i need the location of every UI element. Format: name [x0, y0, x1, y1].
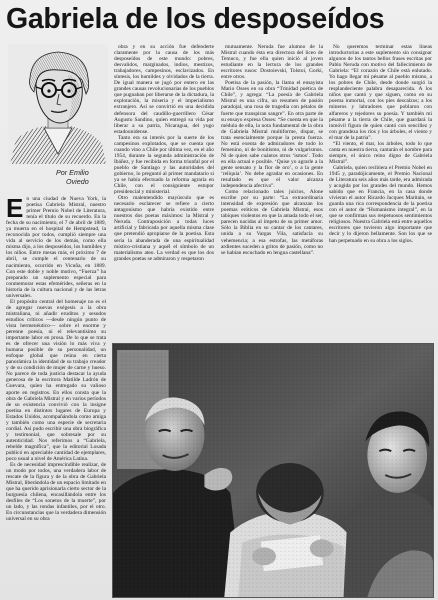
article-column-1	[6, 196, 106, 599]
author-portrait	[8, 44, 108, 164]
column-2-paragraph: Tanto era su interés por la suerte de los campesinos explotados, que se cuenta que cuando vino a Chile por última vez, en el año 1954, durante la segunda administración de Ibáñez, y fue recibida en forma triunfal por el pueblo de Santiago y las autoridades del gobierno, lo preguntó al primer mandatario si ya se había efectuado la reforma agraria en Chile, con el consiguiente estupor presidencial y ministerial.	[114, 134, 214, 196]
column-2-paragraph: obra y en su acción fue defenderte claramente por la causa de los más desposeídos de este mundo: pobres, desvalidos, marginados, indios, mestizos, trabajadores, campesinos, esclavizados. En síntesis, los humildes y olvidados de la tierra. De igual manera se jugó por entero en las grandes causas revolucionarias de los pueblos que pugnaban por liberarse de la dictadura, la explotación, la miseria y el imperialismo extranjero. Así se convirtió en una decidida defensora del caudillo-guerrillero César Augusto Sandino, quien entregó su vida por liberar a su patria, Nicaragua, del yugo estadounidense.	[114, 44, 214, 135]
byline	[56, 168, 110, 186]
drop-cap: E	[6, 196, 24, 223]
article-photograph	[112, 343, 434, 598]
article-headline: Gabriela de los desposeídos	[6, 3, 385, 35]
article-column-3	[221, 44, 323, 340]
byline-author-last: Oviedo	[66, 177, 89, 186]
article-column-2	[114, 44, 214, 340]
column-3-paragraph: Poetisa de la pasión, la llama el ensayista Mario Osses en su obra “Trinidad poética de Chile”, y agrega: “La poesía de Gabriela Mistral es una cifra, un resumen de pasión paradojal, una rosa de tragedia con pétalos de fuerte que transpiran sangre”. En otra parte de su ensayo expresa Osses: “Se cuenta en que la médula de ella, la nota fundamental de la obra de Gabriela Mistral multiforme, dispar, se trata esencialmente porque la presta fuerza. No está exenta de admiradores de todo lo femenino, ni de bonitismo, ni de vulgarismos. Ni de quien sabe cuántos otros ‘ismos’. Todo en ella actual e posible. ‘Quise yo agrarle a la gente sensato y la flor de oro’, o a la gente ‘reliquia’. No debe agradar en ocasiones. En resultado es que el valor alcanza independencia afectiva”.	[221, 80, 323, 190]
column-1-paragraph: Es de necesidad imprescindible realizar, de un modo por todos, una verdadera labor de rescate de la figura y de la obra de Gabriela Mistral, liberándola de un espacio limitado en que ha querido aprisionarla cierto sector de la burguesía chilena, encasillándola entre los desfiles de “Los sonetos de la muerte”, por un lado, y las rondas infantiles, por el otro. En circunstancias que la verdadera dimensión universal en su obra	[6, 462, 106, 523]
article-column-4	[329, 44, 432, 340]
byline-author-first: Por Emilio	[56, 168, 89, 177]
column-3-paragraph: mutuamente. Neruda fue alumno de la Mistral cuando ésta era directora del liceo de Temuco, y fue ella quien inició al joven estudiante en la lectura de los grandes escritores rusos: Dostoievski, Tolstoi, Gorki, entre otros.	[221, 44, 323, 81]
column-4-paragraph: “El viento, el mar, los árboles, todo lo que canta en nuestra tierra, cantarán el nombre para siempre, el único reino digno de Gabriela Mistral”.	[329, 140, 432, 165]
column-1-paragraph: El propósito central del homenaje no es el de agregar nuevas exégesis a la obra mistraliana, ni añadir eruditos y sesudos estudios críticos —desde ningún punto de vista hermenéutico— sobre el enorme y perenne poesía, ni el relevantísimo su importante labor en prosa. De lo que se trata es de ofrecer una visión lo más viva y humana posible de su personalidad, un enfoque global que reúna en cierta panorámica la identidad de su trabajo creador y de su condición de mujer de carne y hueso. No parece de toda justicia destacar la ayuda generosa de la escritora Matilde Ladrón de Guevara, quien ha entregado su valioso aporte en registros. En ellos consta que la obra de Gabriela Mistral y en varios períodos de su existencia convivió con la insigne poetisa en distintos lugares de Europa y Estados Unidos, acompañándola como amiga y también como una especie de secretaria cordial. Así pudo escribir una obra biográfica y testimonial, que sobresale por su autenticidad. Nos referimos a “Gabriela, rebelde magnífica”, que la editorial Losada publicó en apreciable cantidad de ejemplares, poco usual a nivel de América Latina.	[6, 298, 106, 463]
column-4-paragraph: No queremos terminar estas líneas introductorias a este suplemento sin consignar algunos de los tantos bellos frases escritas por Pablo Neruda con motivo del fallecimiento de Gabriela: “El corazón de Chile está enlutado. Yo hago llegar mi pésame al pueblo mismo, a los pobres de Chile, desde donde surgió la resplandeciente palabra desaparecida. A los niños que cantó y que siguen, como en su poema inmortal, con los pies descalzos; a los mineros y labradores que poblaron con alfareros y tejedores su poesía. Y también mi pésame a la tierra de Chile, que guardará la inmóvil figura de quien cantó con sencillez y con grandeza los ríos y los árboles, el viento y el mar de la patria”.	[329, 44, 432, 141]
column-2-paragraph: Otro malentendido mayúsculo que es necesario esclarecer se refiere a cierto antagonismo que habría existido entre nuestros dos poetas máximos: la Mistral y Neruda. Contraposición a todas luces artificial y fabricada por aquella misma clase que pretendió apropiarse de la poetisa. Esta sería la abanderada de una espiritualidad místico-cristiana y aquél el símbolo de un materialismo ateo. La verdad es que los dos grandes poetas se admiraron y respetaron	[114, 195, 214, 262]
column-1-paragraph: n una ciudad de Nueva York, la poetisa Gabriela Mistral, nuestro primer Premio Nobel de Literatura, tenía el título de su recuerdo. En la fecha de su nacimiento, el 7 de abril de 1889, ya muerta en el hospital de Hempstead, la reconocida por todos, cumplió siempre una vida al servicio de los demás, como ella misma dijo, a los desposeídos, los humildes y los niños. Entre mesas más, el próximo 7 de abril, se cumple el centenario de su nacimiento, ocurrido en Vicuña, en 1889. Con este doble y noble motivo, “Fuerza” ha preparado un suplemento especial para conmemorar estas efemérides, señeras en la historia de la cultura nacional y de las letras universales.	[6, 196, 106, 299]
column-4-paragraph: Gabriela, quien recibiera el Premio Nobel en 1945 y, paradójicamente, el Premio Nacional de Literatura seis años más tarde, era admirada y acogida por los grandes del mundo. Hemos sabido que en Francia, en la casa donde vivieran el autor Ricardo Jacques Maritain, se guarda una rica correspondencia de la poetisa con el autor de “Humanismo integral”, en la que se confirman sus respetuosos sentimientos religiosos. Nuestra Gabriela está entre aquellos escritores que tuvieron algo importante que decir y lo dijeron bellamente. Son los que se han perpetuado en su obra a los siglos.	[329, 164, 432, 244]
column-3-paragraph: Como relacionado tales juicios, Alone escribe por su parte: “La extraordinaria intensidad de expresión que alcanzan los poemas eróticos de Gabriela Mistral, esos tabiques violentos en que la amada todo el ser, parecen nacidas al ímpetu de su primer amor. Sólo la Biblia en su cantar de los cantares, unida a su Vargas Vila, satisfacía su vehemencia; a esa estrofas, las metáforas ardientes suceden a gritos de pasión, como no se habían escuchado en lengua castellana”.	[221, 189, 323, 256]
